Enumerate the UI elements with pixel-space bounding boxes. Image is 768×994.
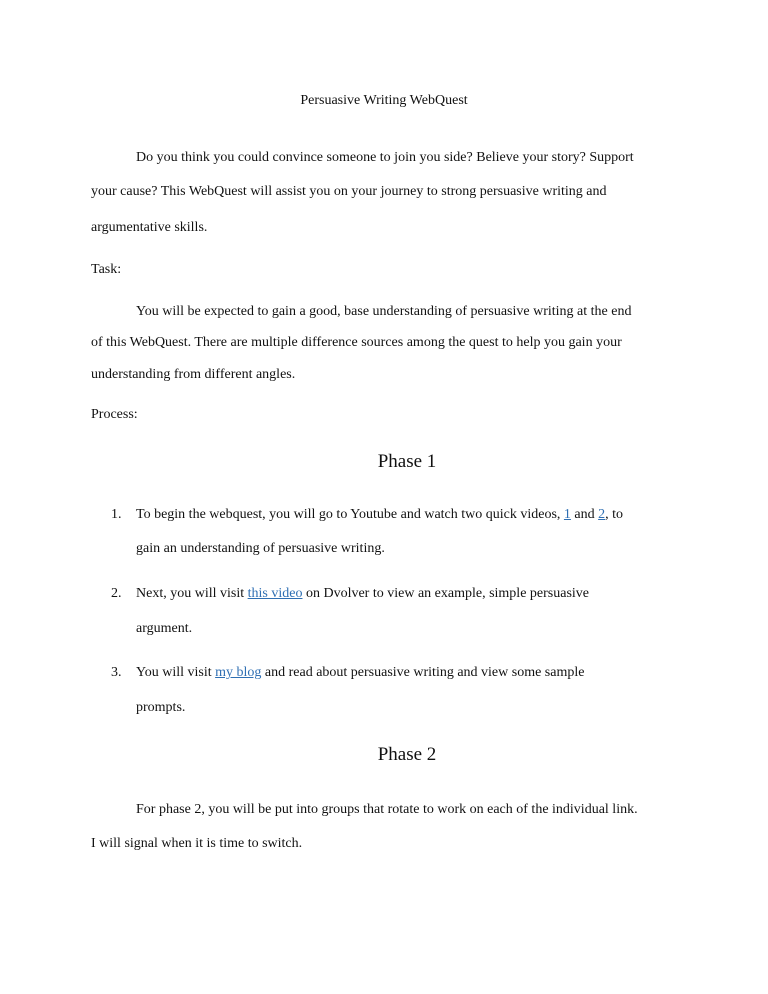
list-item-text: and read about persuasive writing and view some sample	[261, 665, 585, 680]
intro-line-1: Do you think you could convince someone to join you side? Believe your story? Support	[136, 150, 634, 165]
list-item-1-line-1	[136, 506, 623, 524]
list-item-2-line-1	[136, 585, 589, 603]
list-item-text: and	[570, 507, 599, 522]
list-item-text: Next, you will visit	[136, 586, 248, 601]
list-item-1-line-2: gain an understanding of persuasive writing.	[136, 541, 385, 556]
list-item-3-line-1	[136, 664, 584, 682]
task-line-3: understanding from different angles.	[91, 367, 296, 382]
list-item-number: 3.	[111, 665, 122, 680]
task-line-2: of this WebQuest. There are multiple difference sources among the quest to help you gain your	[91, 335, 622, 350]
phase-2-heading: Phase 2	[377, 744, 437, 765]
list-item-text: , to	[605, 507, 624, 522]
my-blog-link[interactable]: my blog	[215, 665, 262, 680]
list-item-text: on Dvolver to view an example, simple persuasive	[302, 586, 590, 601]
task-line-1: You will be expected to gain a good, base understanding of persuasive writing at the end	[136, 304, 632, 319]
intro-line-3: argumentative skills.	[91, 220, 208, 235]
phase-2-line-1: For phase 2, you will be put into groups that rotate to work on each of the individual link.	[136, 802, 638, 817]
this-video-link[interactable]: this video	[247, 586, 303, 601]
phase-1-heading: Phase 1	[377, 451, 437, 472]
list-item-2-line-2: argument.	[136, 621, 193, 636]
list-item-text: You will visit	[136, 665, 216, 680]
document-title: Persuasive Writing WebQuest	[300, 93, 468, 108]
list-item-number: 2.	[111, 586, 122, 601]
video-1-link[interactable]: 1	[563, 507, 571, 522]
task-heading: Task:	[91, 262, 122, 277]
list-item-text: To begin the webquest, you will go to Youtube and watch two quick videos,	[136, 507, 564, 522]
list-item-3-line-2: prompts.	[136, 700, 186, 715]
video-2-link[interactable]: 2	[598, 507, 606, 522]
list-item-number: 1.	[111, 507, 122, 522]
intro-line-2: your cause? This WebQuest will assist you on your journey to strong persuasive writing and	[91, 184, 607, 199]
process-heading: Process:	[91, 407, 138, 422]
phase-2-line-2: I will signal when it is time to switch.	[91, 836, 303, 851]
